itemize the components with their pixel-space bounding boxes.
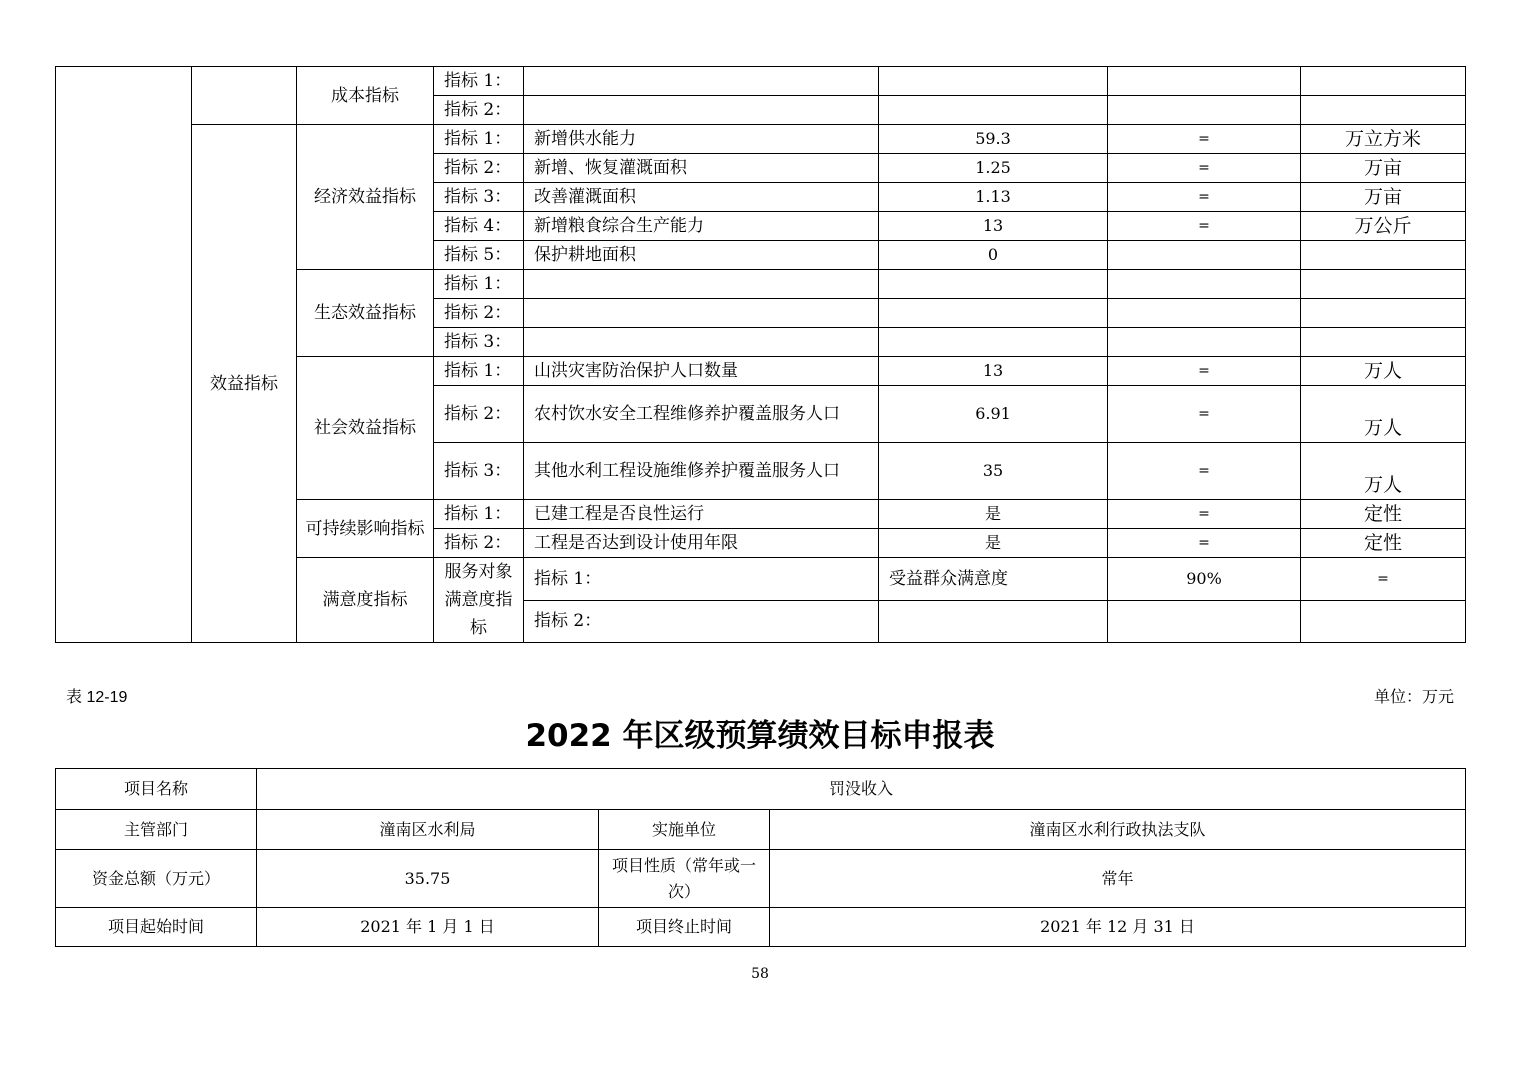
indicator-unit (1301, 270, 1466, 299)
project-name-label: 项目名称 (56, 769, 257, 810)
tier1-satisfaction: 满意度指标 (297, 558, 434, 643)
start-label: 项目起始时间 (56, 908, 257, 947)
indicator-operator (1301, 600, 1466, 643)
indicator-label: 指标 5： (434, 241, 524, 270)
indicator-operator: = (1108, 500, 1301, 529)
indicator-value (879, 328, 1108, 357)
indicator-label: 指标 2： (434, 154, 524, 183)
project-name-value: 罚没收入 (257, 769, 1466, 810)
indicator-value: 1.13 (879, 183, 1108, 212)
indicator-unit (1301, 96, 1466, 125)
indicator-label: 指标 3： (434, 328, 524, 357)
indicator-unit (1301, 241, 1466, 270)
end-label: 项目终止时间 (599, 908, 770, 947)
indicator-name (879, 600, 1108, 643)
tier2-satisfaction: 服务对象满意度指标 (434, 558, 524, 643)
indicator-value: 35 (879, 443, 1108, 500)
indicator-unit (1301, 67, 1466, 96)
indicator-operator (1108, 328, 1301, 357)
indicator-name: 新增、恢复灌溉面积 (524, 154, 879, 183)
dept-value: 潼南区水利局 (257, 810, 599, 850)
indicator-unit: 万公斤 (1301, 212, 1466, 241)
indicator-operator: = (1108, 212, 1301, 241)
indicator-label: 指标 2： (524, 600, 879, 643)
indicator-operator (1108, 270, 1301, 299)
tier2-ecological: 生态效益指标 (297, 270, 434, 357)
table-row (56, 125, 1466, 154)
nature-label: 项目性质（常年或一次） (599, 850, 770, 908)
indicator-label: 指标 4： (434, 212, 524, 241)
indicator-operator: = (1108, 529, 1301, 558)
table-number: 表 12-19 (66, 689, 128, 706)
indicator-operator: = (1108, 443, 1301, 500)
tier2-sustainable: 可持续影响指标 (297, 500, 434, 558)
indicator-name: 新增供水能力 (524, 125, 879, 154)
performance-indicator-table (55, 66, 1466, 643)
indicator-unit: 万立方米 (1301, 125, 1466, 154)
indicator-name (524, 270, 879, 299)
fund-label: 资金总额（万元） (56, 850, 257, 908)
indicator-name (524, 96, 879, 125)
page-title: 2022 年区级预算绩效目标申报表 (525, 718, 995, 754)
page-number: 58 (751, 966, 769, 982)
indicator-name (524, 299, 879, 328)
start-value: 2021 年 1 月 1 日 (257, 908, 599, 947)
indicator-label: 指标 1： (434, 500, 524, 529)
indicator-value (1108, 600, 1301, 643)
end-value: 2021 年 12 月 31 日 (770, 908, 1466, 947)
indicator-value: 是 (879, 500, 1108, 529)
indicator-unit: 万亩 (1301, 183, 1466, 212)
tier1-benefit: 效益指标 (192, 125, 297, 643)
indicator-name: 改善灌溉面积 (524, 183, 879, 212)
indicator-label: 指标 1： (434, 125, 524, 154)
indicator-value (879, 67, 1108, 96)
project-info-table (55, 768, 1466, 947)
indicator-name: 受益群众满意度 (879, 558, 1108, 601)
indicator-value: 90% (1108, 558, 1301, 601)
indicator-unit: 万人 (1301, 443, 1466, 500)
indicator-label: 指标 2： (434, 529, 524, 558)
indicator-value: 6.91 (879, 386, 1108, 443)
indicator-operator: = (1108, 154, 1301, 183)
indicator-label: 指标 2： (434, 386, 524, 443)
indicator-unit (1301, 299, 1466, 328)
nature-value: 常年 (770, 850, 1466, 908)
indicator-label: 指标 3： (434, 183, 524, 212)
indicator-operator (1108, 67, 1301, 96)
indicator-name (524, 328, 879, 357)
indicator-label: 指标 1： (434, 67, 524, 96)
tier2-cost: 成本指标 (297, 67, 434, 125)
impl-unit-label: 实施单位 (599, 810, 770, 850)
tier1-blank-cell (56, 67, 192, 643)
indicator-value (879, 96, 1108, 125)
indicator-label: 指标 2： (434, 299, 524, 328)
indicator-label: 指标 3： (434, 443, 524, 500)
indicator-value: 13 (879, 357, 1108, 386)
tier1-cost-cell (192, 67, 297, 125)
indicator-label: 指标 2： (434, 96, 524, 125)
indicator-operator (1108, 299, 1301, 328)
indicator-value (879, 299, 1108, 328)
dept-label: 主管部门 (56, 810, 257, 850)
indicator-operator (1108, 96, 1301, 125)
indicator-unit: 万人 (1301, 357, 1466, 386)
impl-unit-value: 潼南区水利行政执法支队 (770, 810, 1466, 850)
indicator-unit: 万人 (1301, 386, 1466, 443)
indicator-unit: 定性 (1301, 529, 1466, 558)
indicator-value: 59.3 (879, 125, 1108, 154)
indicator-name (524, 67, 879, 96)
indicator-unit: 万亩 (1301, 154, 1466, 183)
indicator-unit (1301, 328, 1466, 357)
indicator-name: 保护耕地面积 (524, 241, 879, 270)
indicator-operator: = (1108, 357, 1301, 386)
indicator-operator: = (1301, 558, 1466, 601)
indicator-name: 山洪灾害防治保护人口数量 (524, 357, 879, 386)
indicator-name: 新增粮食综合生产能力 (524, 212, 879, 241)
indicator-operator (1108, 241, 1301, 270)
indicator-name: 已建工程是否良性运行 (524, 500, 879, 529)
fund-value: 35.75 (257, 850, 599, 908)
indicator-operator: = (1108, 386, 1301, 443)
indicator-name: 工程是否达到设计使用年限 (524, 529, 879, 558)
indicator-name: 农村饮水安全工程维修养护覆盖服务人口 (524, 386, 879, 443)
indicator-label: 指标 1： (434, 270, 524, 299)
indicator-label: 指标 1： (524, 558, 879, 601)
indicator-name: 其他水利工程设施维修养护覆盖服务人口 (524, 443, 879, 500)
indicator-value: 13 (879, 212, 1108, 241)
tier2-economic: 经济效益指标 (297, 125, 434, 270)
indicator-unit: 定性 (1301, 500, 1466, 529)
indicator-operator: = (1108, 125, 1301, 154)
indicator-value: 1.25 (879, 154, 1108, 183)
tier2-social: 社会效益指标 (297, 357, 434, 500)
indicator-label: 指标 1： (434, 357, 524, 386)
indicator-value: 0 (879, 241, 1108, 270)
table-row (56, 67, 1466, 96)
unit-note: 单位：万元 (1373, 687, 1454, 706)
indicator-operator: = (1108, 183, 1301, 212)
indicator-value: 是 (879, 529, 1108, 558)
indicator-value (879, 270, 1108, 299)
